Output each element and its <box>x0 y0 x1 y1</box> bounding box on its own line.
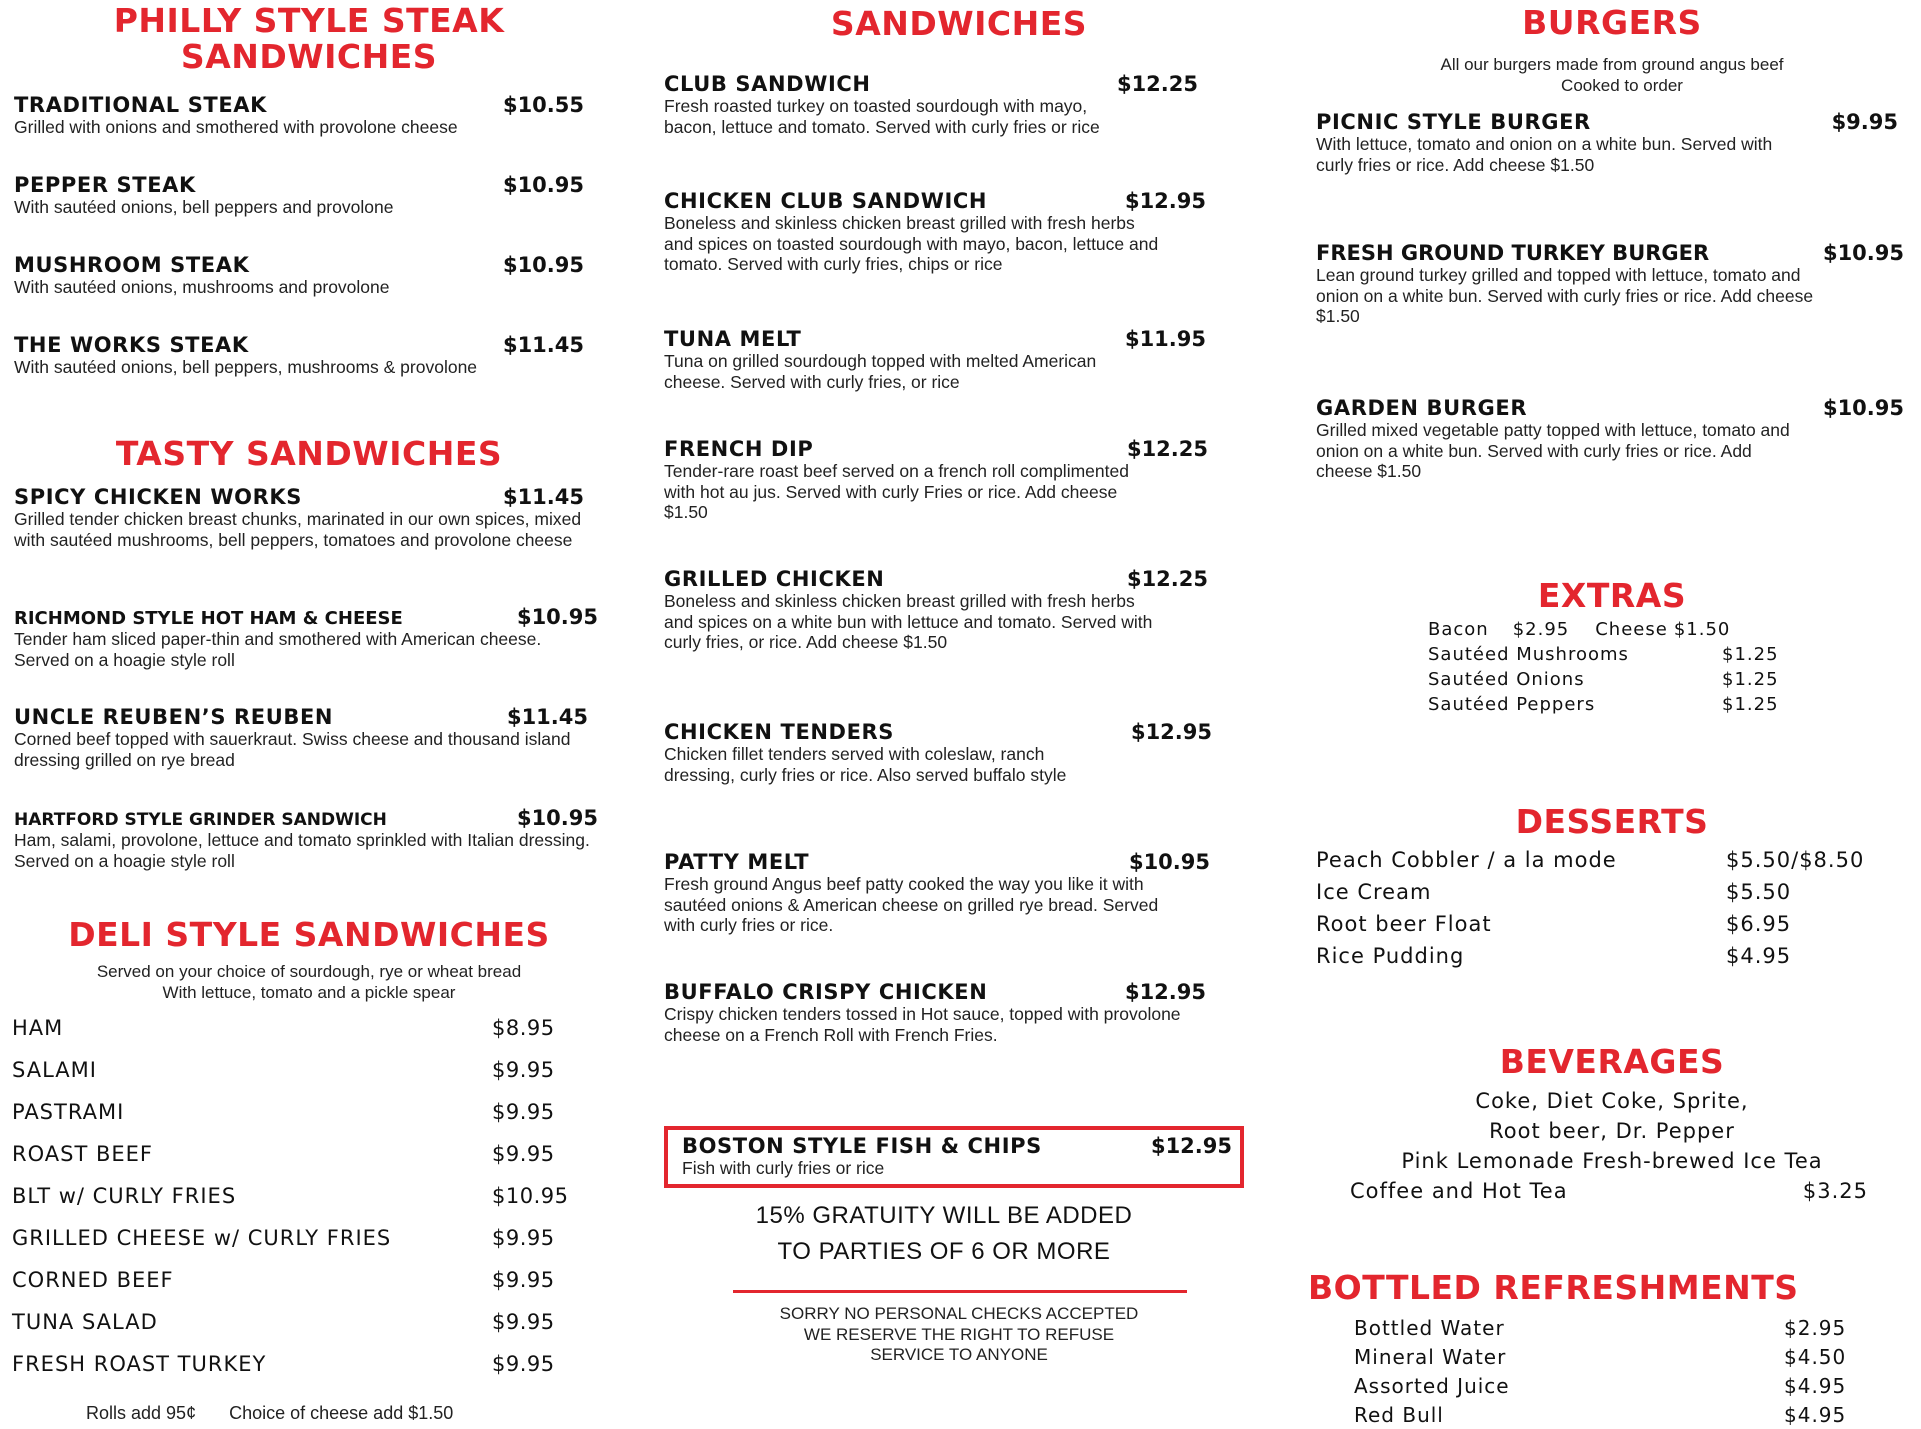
menu-item <box>664 189 1246 275</box>
item-name: THE WORKS STEAK <box>14 333 249 357</box>
item-desc: Tuna on grilled sourdough topped with melted American cheese. Served with curly fries, or rice <box>664 351 1097 392</box>
list-item <box>12 1091 602 1133</box>
list-item <box>12 1133 602 1175</box>
item-price: $11.45 <box>506 705 588 729</box>
list-item <box>1316 940 1892 972</box>
item-price: $10.55 <box>502 93 584 117</box>
philly-title-line2: SANDWICHES <box>180 37 438 76</box>
item-name: CLUB SANDWICH <box>664 72 871 96</box>
deli-item-price: $9.95 <box>492 1226 555 1250</box>
item-price: $12.95 <box>1124 980 1206 1004</box>
item-desc: With sautéed onions, bell peppers and provolone <box>14 197 394 217</box>
deli-item-name: HAM <box>12 1016 64 1040</box>
burgers-subtitle-1: All our burgers made from ground angus beef <box>1440 55 1784 74</box>
notice-line-3: SERVICE TO ANYONE <box>870 1345 1048 1364</box>
item-desc: Fish with curly fries or rice <box>682 1158 885 1178</box>
extra-name: Sautéed Peppers <box>1428 694 1596 715</box>
beverage-name: Coffee and Hot Tea <box>1350 1179 1568 1203</box>
item-desc: Tender ham sliced paper-thin and smothered with American cheese. Served on a hoagie style roll <box>14 629 542 670</box>
deli-item-price: $8.95 <box>492 1016 555 1040</box>
extra-price: $1.25 <box>1722 669 1779 690</box>
deli-subtitle-1: Served on your choice of sourdough, rye or wheat bread <box>96 962 522 981</box>
fish-and-chips-box <box>664 1126 1244 1188</box>
item-price: $10.95 <box>1822 241 1904 265</box>
notice-line-2: WE RESERVE THE RIGHT TO REFUSE <box>803 1324 1115 1344</box>
deli-item-name: FRESH ROAST TURKEY <box>12 1352 267 1376</box>
deli-item-price: $9.95 <box>492 1142 555 1166</box>
item-desc: Lean ground turkey grilled and topped with lettuce, tomato and onion on a white bun. Served with curly fries or rice. Add cheese $1.50 <box>1316 265 1814 326</box>
list-item <box>12 1259 602 1301</box>
bottle-name: Bottled Water <box>1354 1315 1505 1340</box>
menu-item <box>664 980 1246 1045</box>
item-desc: With lettuce, tomato and onion on a white bun. Served with curly fries or rice. Add cheese $1.50 <box>1316 134 1773 175</box>
beverages-title: BEVERAGES <box>1499 1042 1725 1081</box>
deli-item-name: CORNED BEEF <box>12 1268 174 1292</box>
menu-item <box>664 327 1246 392</box>
cheese-note: Choice of cheese add $1.50 <box>229 1403 454 1423</box>
item-name: FRENCH DIP <box>664 437 814 461</box>
bottled-list <box>1354 1313 1874 1429</box>
menu-item <box>14 93 594 138</box>
gratuity-notice <box>664 1198 1224 1270</box>
menu-item <box>664 567 1246 653</box>
list-item <box>1316 844 1892 876</box>
item-price: $11.45 <box>502 333 584 357</box>
menu-item <box>14 333 594 378</box>
deli-item-price: $9.95 <box>492 1268 555 1292</box>
menu-item <box>664 437 1246 523</box>
menu-item <box>664 850 1246 936</box>
item-desc: Grilled mixed vegetable patty topped with lettuce, tomato and onion on a white bun. Served with curly fries or rice. Add cheese $1.50 <box>1316 420 1790 481</box>
item-name: BOSTON STYLE FISH & CHIPS <box>682 1134 1042 1158</box>
deli-title: DELI STYLE SANDWICHES <box>68 915 550 954</box>
item-name: BUFFALO CRISPY CHICKEN <box>664 980 988 1004</box>
extras-title: EXTRAS <box>1537 576 1687 615</box>
item-name: TUNA MELT <box>664 327 802 351</box>
item-name: GARDEN BURGER <box>1316 396 1528 420</box>
menu-item <box>14 806 598 871</box>
item-desc: Ham, salami, provolone, lettuce and tomato sprinkled with Italian dressing. Served on a hoagie style roll <box>14 830 590 871</box>
item-price: $12.25 <box>1126 437 1208 461</box>
extra-price: $1.25 <box>1722 694 1779 715</box>
item-price: $10.95 <box>502 253 584 277</box>
list-item <box>12 1007 602 1049</box>
notice-line-1: SORRY NO PERSONAL CHECKS ACCEPTED <box>779 1304 1139 1323</box>
dessert-name: Rice Pudding <box>1316 944 1465 968</box>
item-price: $10.95 <box>516 806 598 830</box>
item-price: $10.95 <box>502 173 584 197</box>
list-item <box>12 1049 602 1091</box>
burgers-subtitle-2: Cooked to order <box>1561 76 1683 95</box>
beverage-line <box>1312 1176 1912 1206</box>
bottled-title: BOTTLED REFRESHMENTS <box>1308 1268 1799 1307</box>
item-price: $10.95 <box>1128 850 1210 874</box>
extra-name: Sautéed Onions <box>1428 669 1585 690</box>
item-price: $12.25 <box>1116 72 1198 96</box>
desserts-list <box>1316 844 1892 972</box>
list-item <box>1354 1313 1874 1342</box>
beverage-line: Root beer, Dr. Pepper <box>1489 1119 1735 1143</box>
deli-item-name: GRILLED CHEESE w/ CURLY FRIES <box>12 1226 392 1250</box>
bottle-price: $4.95 <box>1784 1402 1847 1427</box>
bottle-name: Assorted Juice <box>1354 1373 1510 1398</box>
item-desc: Crispy chicken tenders tossed in Hot sauce, topped with provolone cheese on a French Roll with French Fries. <box>664 1004 1181 1045</box>
dessert-name: Peach Cobbler / a la mode <box>1316 848 1617 872</box>
deli-item-price: $9.95 <box>492 1058 555 1082</box>
item-name: HARTFORD STYLE GRINDER SANDWICH <box>14 810 387 830</box>
item-desc: With sautéed onions, bell peppers, mushrooms & provolone <box>14 357 478 377</box>
list-item <box>12 1217 602 1259</box>
item-price: $10.95 <box>516 605 598 629</box>
list-item <box>1428 692 1828 717</box>
menu-item <box>1316 396 1904 482</box>
bottle-price: $4.50 <box>1784 1344 1847 1369</box>
item-desc: With sautéed onions, mushrooms and provolone <box>14 277 390 297</box>
bottle-price: $4.95 <box>1784 1373 1847 1398</box>
list-item <box>1354 1371 1874 1400</box>
item-name: SPICY CHICKEN WORKS <box>14 485 302 509</box>
menu-item <box>14 605 598 670</box>
deli-footer <box>86 1403 453 1424</box>
list-item <box>1316 876 1892 908</box>
item-desc: Grilled tender chicken breast chunks, marinated in our own spices, mixed with sautéed mushrooms, bell peppers, tomatoes and provolone cheese <box>14 509 582 550</box>
burgers-title: BURGERS <box>1522 3 1702 42</box>
extra-price: $1.25 <box>1722 644 1779 665</box>
extras-list <box>1428 617 1828 717</box>
item-name: UNCLE REUBEN’S REUBEN <box>14 705 334 729</box>
item-name: CHICKEN TENDERS <box>664 720 895 744</box>
dessert-name: Ice Cream <box>1316 880 1432 904</box>
deli-list <box>12 1007 602 1385</box>
list-item <box>1428 667 1828 692</box>
menu-item <box>1316 110 1898 175</box>
tasty-title: TASTY SANDWICHES <box>115 434 503 473</box>
item-name: MUSHROOM STEAK <box>14 253 250 277</box>
list-item <box>12 1343 602 1385</box>
deli-item-name: PASTRAMI <box>12 1100 125 1124</box>
menu-item <box>664 72 1240 137</box>
beverages-list <box>1312 1086 1912 1206</box>
menu-item <box>14 253 594 298</box>
item-price: $12.25 <box>1126 567 1208 591</box>
extra-price: $1.50 <box>1673 619 1731 640</box>
list-item <box>1354 1342 1874 1371</box>
dessert-price: $4.95 <box>1726 944 1792 968</box>
bottle-name: Mineral Water <box>1354 1344 1507 1369</box>
menu-item <box>14 485 594 550</box>
item-name: CHICKEN CLUB SANDWICH <box>664 189 988 213</box>
dessert-price: $6.95 <box>1726 912 1792 936</box>
dessert-name: Root beer Float <box>1316 912 1492 936</box>
item-desc: Chicken fillet tenders served with coleslaw, ranch dressing, curly fries or rice. Also served buffalo style <box>664 744 1067 785</box>
item-price: $11.95 <box>1124 327 1206 351</box>
item-desc: Fresh ground Angus beef patty cooked the way you like it with sautéed onions & American cheese on grilled rye bread. Served with curly fries or rice. <box>664 874 1159 935</box>
item-name: FRESH GROUND TURKEY BURGER <box>1316 241 1710 265</box>
item-desc: Corned beef topped with sauerkraut. Swiss cheese and thousand island dressing grilled on rye bread <box>14 729 571 770</box>
item-name: GRILLED CHICKEN <box>664 567 885 591</box>
extra-name: Cheese <box>1595 619 1668 640</box>
gratuity-line-2: TO PARTIES OF 6 OR MORE <box>777 1238 1111 1265</box>
menu-item <box>664 720 1246 785</box>
item-desc: Tender-rare roast beef served on a french roll complimented with hot au jus. Served with curly Fries or rice. Add cheese $1.50 <box>664 461 1129 522</box>
item-price: $11.45 <box>502 485 584 509</box>
philly-title <box>14 3 604 75</box>
item-name: PATTY MELT <box>664 850 810 874</box>
divider <box>733 1290 1187 1293</box>
deli-item-name: SALAMI <box>12 1058 97 1082</box>
dessert-price: $5.50 <box>1726 880 1792 904</box>
policy-notice <box>664 1304 1254 1366</box>
list-item <box>1316 908 1892 940</box>
menu-item <box>14 705 594 770</box>
deli-item-name: BLT w/ CURLY FRIES <box>12 1184 237 1208</box>
item-desc: Boneless and skinless chicken breast grilled with fresh herbs and spices on a white bun with lettuce and tomato. Served with curly fries, or rice. Add cheese $1.50 <box>664 591 1153 652</box>
list-item <box>12 1301 602 1343</box>
extra-name: Sautéed Mushrooms <box>1428 644 1629 665</box>
sandwiches-title: SANDWICHES <box>830 4 1088 43</box>
beverage-line: Pink Lemonade Fresh-brewed Ice Tea <box>1401 1149 1823 1173</box>
list-item <box>1428 617 1828 642</box>
bottle-price: $2.95 <box>1784 1315 1847 1340</box>
item-desc: Boneless and skinless chicken breast grilled with fresh herbs and spices on toasted sourdough with mayo, bacon, lettuce and tomato. Served with curly fries, chips or rice <box>664 213 1159 274</box>
menu-item <box>1316 241 1904 327</box>
list-item <box>1428 642 1828 667</box>
gratuity-line-1: 15% GRATUITY WILL BE ADDED <box>755 1202 1133 1229</box>
deli-item-name: ROAST BEEF <box>12 1142 153 1166</box>
deli-item-price: $9.95 <box>492 1310 555 1334</box>
menu-item <box>14 173 594 218</box>
deli-item-price: $10.95 <box>492 1184 569 1208</box>
item-desc: Fresh roasted turkey on toasted sourdough with mayo, bacon, lettuce and tomato. Served with curly fries or rice <box>664 96 1100 137</box>
beverage-price: $3.25 <box>1802 1179 1868 1203</box>
item-name: TRADITIONAL STEAK <box>14 93 268 117</box>
deli-item-price: $9.95 <box>492 1352 555 1376</box>
item-price: $9.95 <box>1831 110 1898 134</box>
item-price: $12.95 <box>1130 720 1212 744</box>
item-price: $10.95 <box>1822 396 1904 420</box>
item-price: $12.95 <box>1124 189 1206 213</box>
extra-name: Bacon <box>1428 619 1489 640</box>
item-name: PEPPER STEAK <box>14 173 196 197</box>
list-item <box>12 1175 602 1217</box>
item-name: PICNIC STYLE BURGER <box>1316 110 1591 134</box>
deli-item-price: $9.95 <box>492 1100 555 1124</box>
deli-item-name: TUNA SALAD <box>12 1310 158 1334</box>
item-desc: Grilled with onions and smothered with provolone cheese <box>14 117 458 137</box>
rolls-note: Rolls add 95¢ <box>86 1403 197 1423</box>
item-price: $12.95 <box>1150 1134 1232 1158</box>
deli-subtitle-2: With lettuce, tomato and a pickle spear <box>162 983 456 1002</box>
philly-title-line1: PHILLY STYLE STEAK <box>113 1 505 40</box>
extra-price: $2.95 <box>1512 619 1570 640</box>
bottle-name: Red Bull <box>1354 1402 1444 1427</box>
desserts-title: DESSERTS <box>1515 802 1709 841</box>
beverage-line: Coke, Diet Coke, Sprite, <box>1475 1089 1749 1113</box>
item-name: RICHMOND STYLE HOT HAM & CHEESE <box>14 608 403 629</box>
dessert-price: $5.50/$8.50 <box>1726 848 1865 872</box>
